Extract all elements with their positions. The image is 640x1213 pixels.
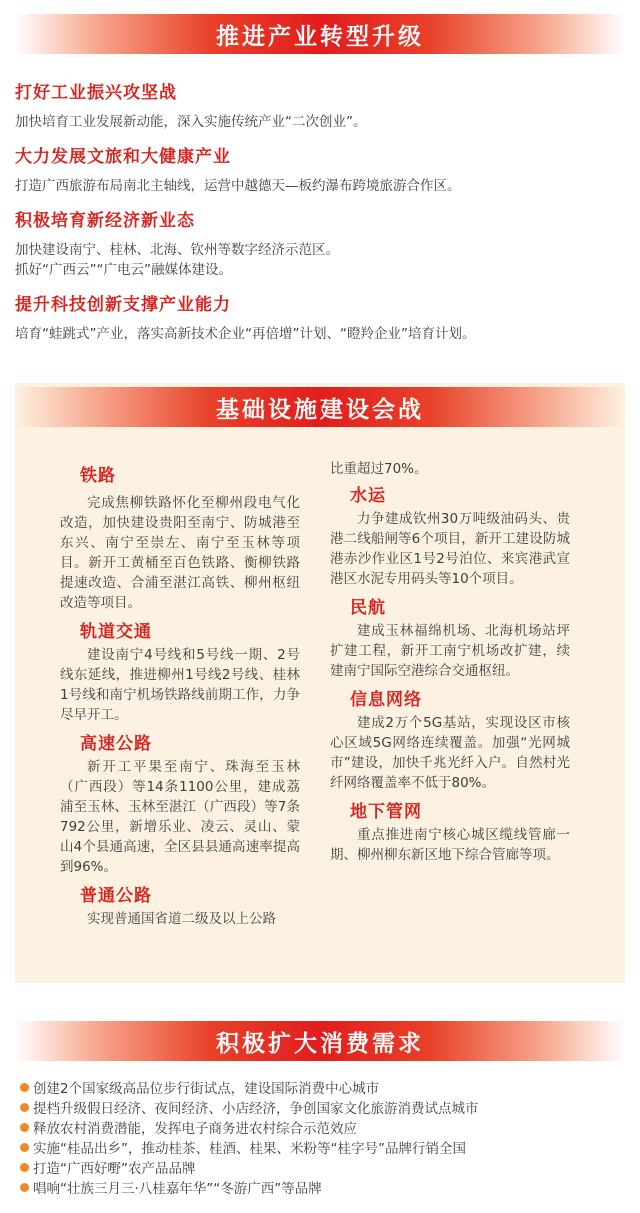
industry-text: 培育“蛙跳式”产业，落实高新技术企业“再倍增”计划、“瞪羚企业”培育计划。 [15,326,476,342]
industry-heading: 提升科技创新支撑产业能力 [15,295,231,315]
industry-heading: 大力发展文旅和大健康产业 [15,147,231,167]
section-banner-consumption: 积极扩大消费需求 [15,1021,625,1061]
rail-transit-text: 建设南宁4号线和5号线一期、2号线东延线，推进柳州1号线2号线、桂林1号线和南宁机场铁路线前期工作，力争尽早开工。 [60,647,300,723]
industry-item [15,144,625,196]
waterway-text: 力争建成钦州30万吨级油码头、贵港二线船闸等6个项目，新开工建设防城港赤沙作业区1号2号泊位、来宾港武宣港区水泥专用码头等10个项目。 [330,511,570,587]
bullet-dot-icon [20,1103,29,1112]
bullet-dot-icon [20,1083,29,1092]
bullet-dot-icon [20,1143,29,1152]
industry-text: 打造广西旅游布局南北主轴线，运营中越德天—板约瀑布跨境旅游合作区。 [15,178,461,194]
list-item-text: 释放农村消费潜能，发挥电子商务进农村综合示范效应 [33,1121,357,1137]
pipeline-heading: 地下管网 [350,802,422,822]
waterway-heading: 水运 [350,486,386,506]
pipeline-text: 重点推进南宁核心城区缆线管廊一期、柳州柳东新区地下综合管廊等项。 [330,827,570,863]
section-banner-industry: 推进产业转型升级 [15,14,625,54]
highway-text-continued: 比重超过70%。 [330,461,428,477]
expressway-text: 新开工平果至南宁、珠海至玉林（广西段）等14条1100公里，建成荔浦至玉林、玉林至湛江（广西段）等7条792公里，新增乐业、凌云、灵山、蒙山4个县通高速，全区县县通高速率提高到96%。 [60,759,300,875]
list-item [20,1117,630,1137]
section-banner-infrastructure: 基础设施建设会战 [15,387,625,427]
industry-item [15,80,625,132]
industry-text: 加快培育工业发展新动能，深入实施传统产业“二次创业”。 [15,114,367,130]
network-heading: 信息网络 [350,690,422,710]
highway-text: 实现普通国省道二级及以上公路 [87,911,276,927]
infrastructure-panel [15,383,625,983]
industry-text: 加快建设南宁、桂林、北海、钦州等数字经济示范区。 [15,242,339,258]
industry-text: 抓好“广西云”“广电云”融媒体建设。 [15,262,232,278]
list-item [20,1177,630,1197]
list-item [20,1097,630,1117]
industry-heading: 打好工业振兴攻坚战 [15,83,177,103]
list-item-text: 创建2个国家级高品位步行街试点，建设国际消费中心城市 [33,1081,380,1097]
list-item-text: 实施“桂品出乡”，推动桂茶、桂酒、桂果、米粉等“桂字号”品牌行销全国 [33,1141,466,1157]
industry-item [15,292,625,344]
list-item-text: 提档升级假日经济、夜间经济、小店经济，争创国家文化旅游消费试点城市 [33,1101,479,1117]
railway-heading: 铁路 [80,466,116,486]
network-text: 建成2万个5G基站，实现设区市核心区域5G网络连续覆盖。加强“光网城市”建设，加快千兆光纤入户。自然村光纤网络覆盖率不低于80%。 [330,715,570,791]
aviation-heading: 民航 [350,598,386,618]
consumption-list [20,1077,630,1197]
railway-text: 完成焦柳铁路怀化至柳州段电气化改造，加快建设贵阳至南宁、防城港至东兴、南宁至崇左、南宁至玉林等项目。新开工黄桶至百色铁路、衡柳铁路提速改造、合浦至湛江高铁、柳州枢纽改造等项目。 [60,495,300,611]
aviation-text: 建成玉林福绵机场、北海机场站坪扩建工程，新开工南宁机场改扩建，续建南宁国际空港综合交通枢纽。 [330,623,570,679]
list-item [20,1137,630,1157]
bullet-dot-icon [20,1163,29,1172]
industry-item [15,208,625,280]
expressway-heading: 高速公路 [80,734,152,754]
right-column [330,459,570,865]
industry-heading: 积极培育新经济新业态 [15,211,195,231]
left-column [60,463,300,929]
highway-heading: 普通公路 [80,886,152,906]
rail-transit-heading: 轨道交通 [80,622,152,642]
list-item [20,1157,630,1177]
bullet-dot-icon [20,1183,29,1192]
list-item-text: 打造“广西好嘢”农产品品牌 [33,1161,196,1177]
bullet-dot-icon [20,1123,29,1132]
list-item-text: 唱响“壮族三月三·八桂嘉年华”“冬游广西”等品牌 [33,1181,322,1197]
list-item [20,1077,630,1097]
